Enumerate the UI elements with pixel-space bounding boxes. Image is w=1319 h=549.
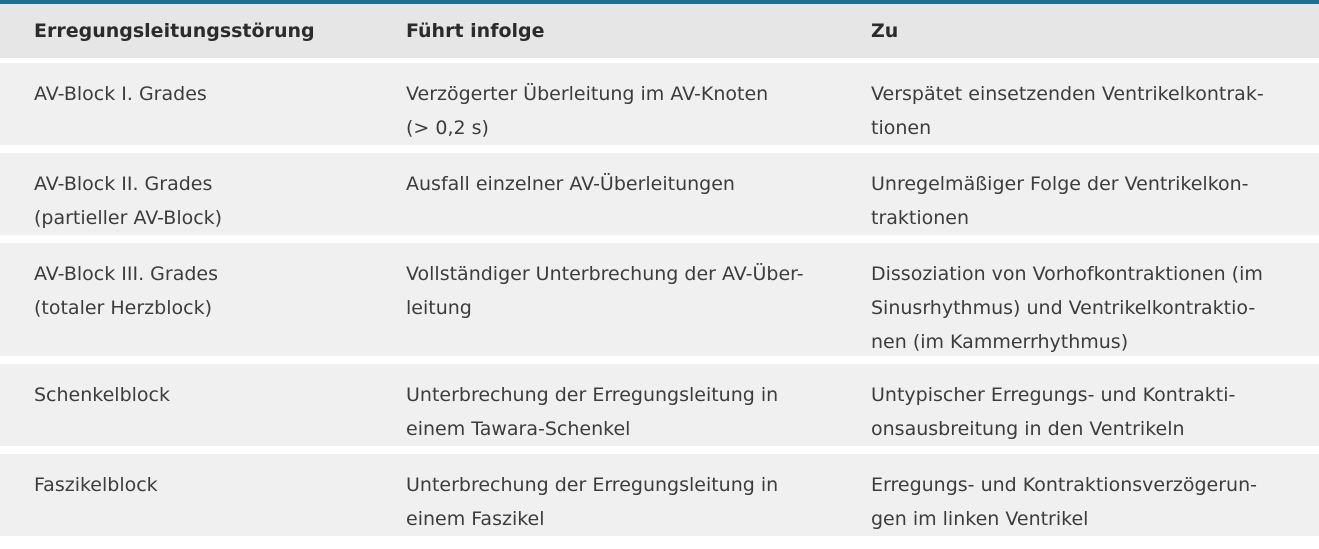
cell-line: Erregungs- und Kontraktionsverzögerun- <box>871 474 1257 496</box>
cell-disorder <box>34 167 374 235</box>
cell-disorder <box>34 77 374 111</box>
cell-line: tionen <box>871 117 932 139</box>
cell-effect <box>871 77 1311 145</box>
cell-line: Verzögerter Überleitung im AV-Knoten <box>406 83 769 105</box>
header-col-disorder: Erregungsleitungsstörung <box>34 20 315 42</box>
cell-effect <box>871 167 1311 235</box>
cell-cause <box>406 77 846 145</box>
cell-disorder <box>34 468 374 502</box>
table-row <box>0 454 1319 536</box>
table-row <box>0 153 1319 235</box>
cell-line: Unterbrechung der Erregungsleitung in <box>406 384 779 406</box>
table-row <box>0 364 1319 446</box>
table-row <box>0 243 1319 356</box>
cell-effect <box>871 468 1311 536</box>
cell-line: Sinusrhythmus) und Ventrikelkontraktio- <box>871 297 1256 319</box>
table-header-row <box>0 4 1319 58</box>
cell-cause <box>406 468 846 536</box>
cell-cause <box>406 257 846 325</box>
cell-line: traktionen <box>871 207 970 229</box>
header-col-effect: Zu <box>871 20 899 42</box>
cell-cause <box>406 378 846 446</box>
cell-line: Verspätet einsetzenden Ventrikelkontrak- <box>871 83 1264 105</box>
cell-line: Unregelmäßiger Folge der Ventrikelkon- <box>871 173 1249 195</box>
cell-disorder <box>34 257 374 325</box>
cell-line: (> 0,2 s) <box>406 117 489 139</box>
cell-disorder <box>34 378 374 412</box>
cell-line: Schenkelblock <box>34 384 170 406</box>
cell-effect <box>871 378 1311 446</box>
cell-line: (totaler Herzblock) <box>34 297 212 319</box>
cell-line: Dissoziation von Vorhofkontraktionen (im <box>871 263 1263 285</box>
cell-line: Untypischer Erregungs- und Kontrakti- <box>871 384 1236 406</box>
cell-line: Unterbrechung der Erregungsleitung in <box>406 474 779 496</box>
cell-line: AV-Block II. Grades <box>34 173 213 195</box>
cell-effect <box>871 257 1311 359</box>
cell-line: einem Faszikel <box>406 508 545 530</box>
table-row <box>0 63 1319 145</box>
cell-line: Vollständiger Unterbrechung der AV-Über- <box>406 263 804 285</box>
cell-line: leitung <box>406 297 472 319</box>
cell-line: Ausfall einzelner AV-Überleitungen <box>406 173 735 195</box>
cell-line: einem Tawara-Schenkel <box>406 418 631 440</box>
cell-line: (partieller AV-Block) <box>34 207 223 229</box>
cell-line: gen im linken Ventrikel <box>871 508 1089 530</box>
cell-line: nen (im Kammerrhythmus) <box>871 331 1129 353</box>
header-col-cause: Führt infolge <box>406 20 545 42</box>
cell-line: AV-Block I. Grades <box>34 83 207 105</box>
cell-line: onsausbreitung in den Ventrikeln <box>871 418 1185 440</box>
cell-line: AV-Block III. Grades <box>34 263 218 285</box>
cell-cause <box>406 167 846 201</box>
cell-line: Faszikelblock <box>34 474 158 496</box>
